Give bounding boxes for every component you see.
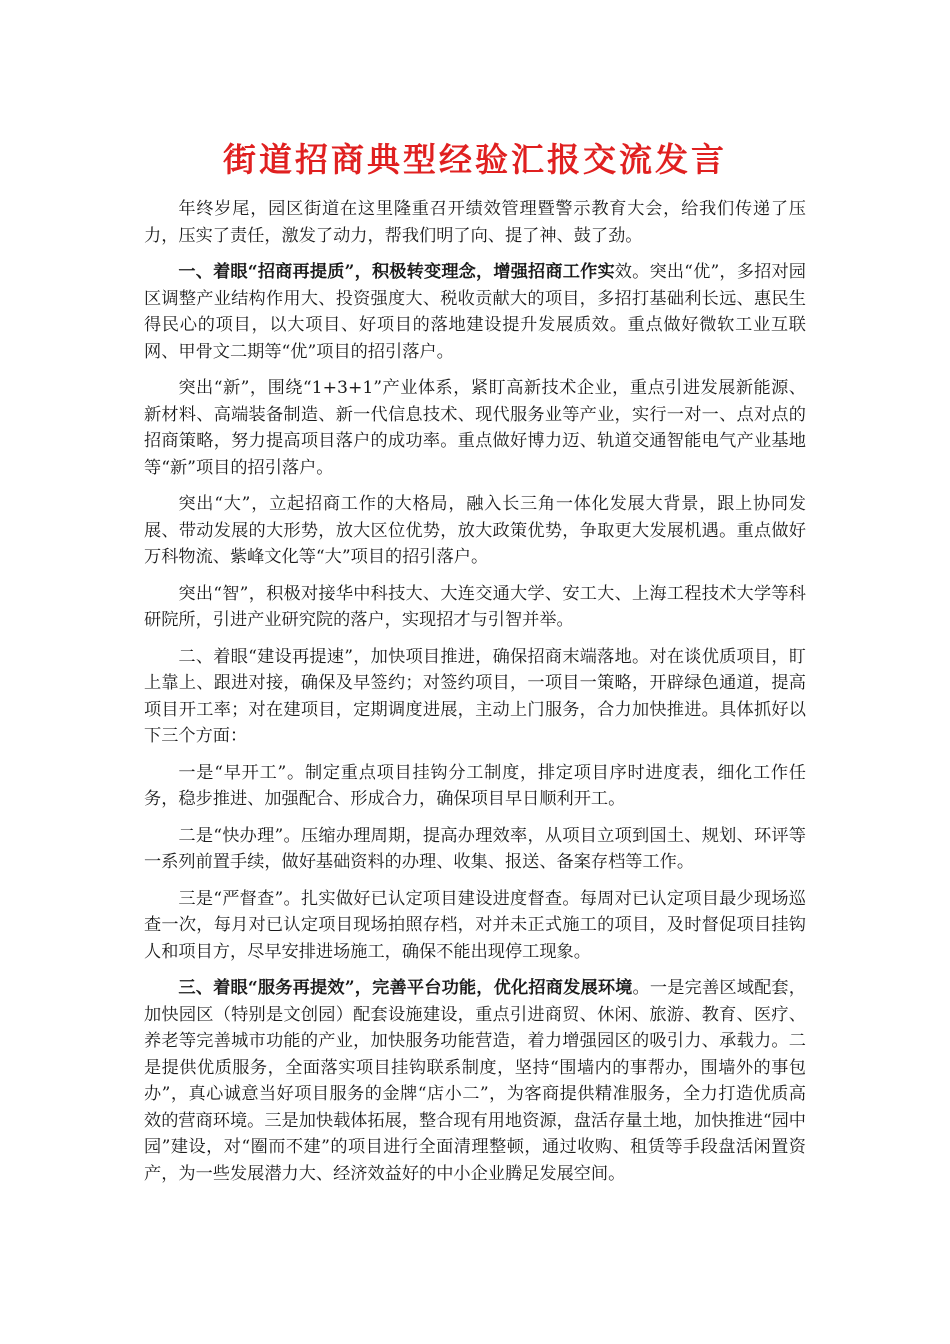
paragraph-early-start (144, 760, 806, 813)
paragraph-fast-processing (144, 823, 806, 876)
paragraph-section-2 (144, 644, 806, 750)
paragraph-text: 二、着眼“建设再提速”，加快项目推进，确保招商末端落地。对在谈优质项目，盯上靠上、跟进对接，确保及早签约；对签约项目，一项目一策略，开辟绿色通道，提高项目开工率；对在建项目，定期调度进展，主动上门服务，合力加快推进。具体抓好以下三个方面： (144, 646, 806, 746)
paragraph-text: 二是“快办理”。压缩办理周期，提高办理效率，从项目立项到国土、规划、环评等一系列前置手续，做好基础资料的办理、收集、报送、备案存档等工作。 (144, 825, 806, 872)
paragraph-text: 突出“新”，围绕“1+3+1”产业体系，紧盯高新技术企业，重点引进发展新能源、新材料、高端装备制造、新一代信息技术、现代服务业等产业，实行一对一、点对点的招商策略，努力提高项目落户的成功率。重点做好博力迈、轨道交通智能电气产业基地等“新”项目的招引落户。 (144, 378, 806, 478)
paragraph-strict-supervision (144, 886, 806, 966)
paragraph-intro (144, 196, 806, 249)
paragraph-new (144, 375, 806, 481)
paragraph-smart (144, 581, 806, 634)
paragraph-text: 一是“早开工”。制定重点项目挂钩分工制度，排定项目序时进度表，细化工作任务，稳步推进、加强配合、形成合力，确保项目早日顺利开工。 (144, 762, 806, 809)
paragraph-section-1 (144, 259, 806, 365)
paragraph-text: 突出“大”，立起招商工作的大格局，融入长三角一体化发展大背景，跟上协同发展、带动发展的大形势，放大区位优势，放大政策优势，争取更大发展机遇。重点做好万科物流、紫峰文化等“大”项目的招引落户。 (144, 494, 806, 567)
paragraph-text: 突出“智”，积极对接华中科技大、大连交通大学、安工大、上海工程技术大学等科研院所，引进产业研究院的落户，实现招才与引智并举。 (144, 583, 806, 630)
paragraph-big (144, 491, 806, 571)
section-heading-1: 一、着眼“招商再提质”，积极转变理念，增强招商工作实 (178, 262, 615, 282)
paragraph-text: 效。突出“优”，多招对园区调整产业结构作用大、投资强度大、税收贡献大的项目，多招打基础利长远、惠民生得民心的项目，以大项目、好项目的落地建设提升发展质效。重点做好微软工业互联网、甲骨文二期等“优”项目的招引落户。 (144, 262, 806, 362)
paragraph-text: 年终岁尾，园区街道在这里隆重召开绩效管理暨警示教育大会，给我们传递了压力，压实了责任，激发了动力，帮我们明了向、提了神、鼓了劲。 (144, 199, 806, 246)
paragraph-section-3 (144, 975, 806, 1187)
paragraph-text: 三是“严督查”。扎实做好已认定项目建设进度督查。每周对已认定项目最少现场巡查一次，每月对已认定项目现场拍照存档，对并未正式施工的项目，及时督促项目挂钩人和项目方，尽早安排进场施工，确保不能出现停工现象。 (144, 888, 806, 962)
document-title: 街道招商典型经验汇报交流发言 (223, 140, 727, 179)
section-heading-3: 三、着眼“服务再提效”，完善平台功能，优化招商发展环境 (178, 978, 633, 998)
document-page (144, 130, 806, 1197)
paragraph-text: 。一是完善区域配套，加快园区（特别是文创园）配套设施建设，重点引进商贸、休闲、旅游、教育、医疗、养老等完善城市功能的产业，加快服务功能营造，着力增强园区的吸引力、承载力。二是提供优质服务，全面落实项目挂钩联系制度，坚持“围墙内的事帮办，围墙外的事包办”，真心诚意当好项目服务的金牌“店小二”，为客商提供精准服务，全力打造优质高效的营商环境。三是加快载体拓展，整合现有用地资源，盘活存量土地，加快推进“园中园”建设，对“圈而不建”的项目进行全面清理整顿，通过收购、租赁等手段盘活闲置资产，为一些发展潜力大、经济效益好的中小企业腾足发展空间。 (144, 978, 806, 1184)
